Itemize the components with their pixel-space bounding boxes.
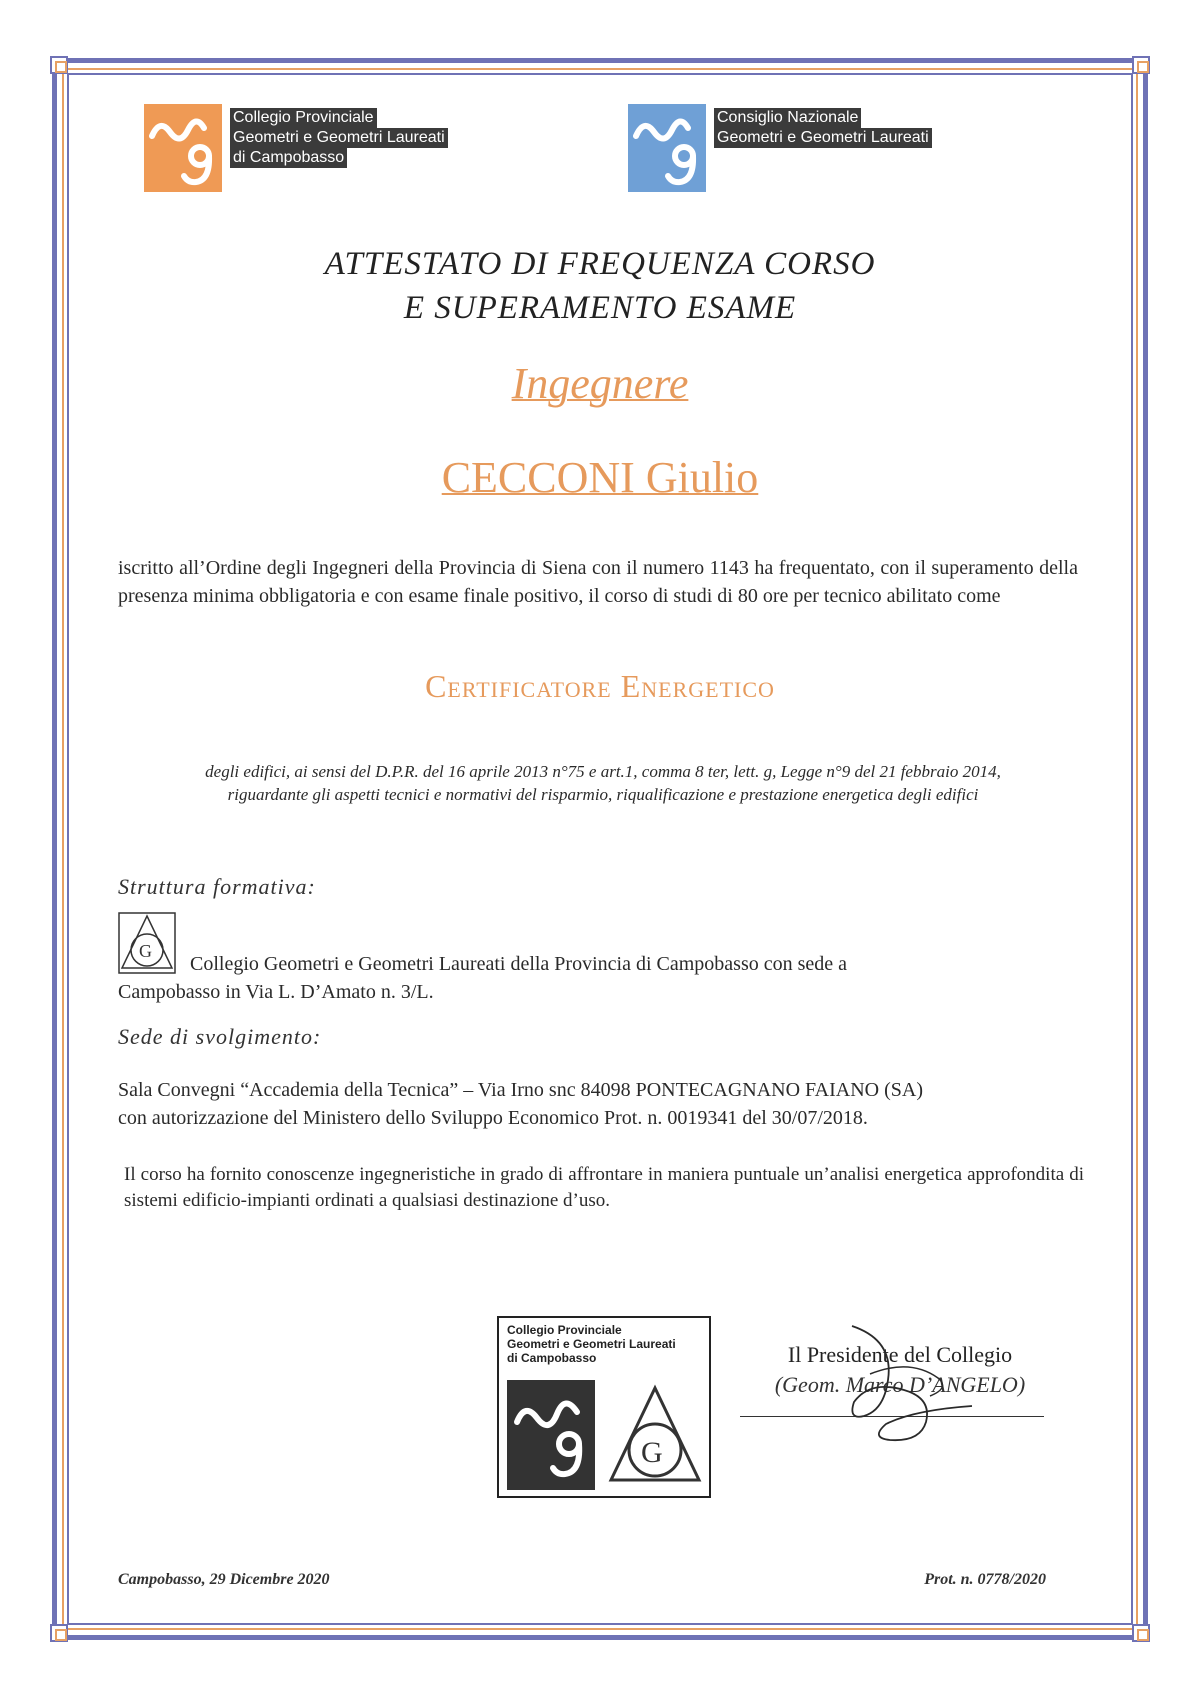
logo-text [230,108,448,168]
struttura-heading: Struttura formativa: [118,874,316,899]
stamp-line: Geometri e Geometri Laureati [507,1337,676,1351]
svg-text:G: G [641,1436,663,1469]
certificate-title-line1: ATTESTATO DI FREQUENZA CORSO [324,246,876,282]
stamp-line: di Campobasso [507,1351,597,1365]
stamp-text [507,1323,676,1365]
place-and-date: Campobasso, 29 Dicembre 2020 [118,1571,330,1588]
stamp-collegio-emblem-icon [607,1384,703,1488]
logo-line: Consiglio Nazionale [714,108,861,128]
cg-logo-icon [144,104,222,192]
logo-line: Geometri e Geometri Laureati [230,128,448,148]
collegio-emblem-icon [118,912,176,974]
logo-text [714,108,932,148]
sede-authorization: con autorizzazione del Ministero dello Sviluppo Economico Prot. n. 0019341 del 30/07/2018. [118,1107,868,1129]
course-description: Il corso ha fornito conoscenze ingegneristiche in grado di affrontare in maniera puntuale un’analisi energetica approfondita di sistemi edificio-impianti ordinati a qualsiasi destinazione d’uso. [124,1164,1084,1211]
law-reference [118,760,1088,806]
official-stamp [497,1316,711,1498]
corner-ornament [50,56,68,74]
corner-ornament [1132,1624,1150,1642]
certificate-title-line2: E SUPERAMENTO ESAME [403,290,797,326]
corner-ornament [1132,56,1150,74]
struttura-text: Collegio Geometri e Geometri Laureati della Provincia di Campobasso con sede a [190,953,848,975]
handwritten-signature [830,1318,980,1450]
cg-logo-icon [628,104,706,192]
logo-line: Geometri e Geometri Laureati [714,128,932,148]
sede-address: Sala Convegni “Accademia della Tecnica” – Via Irno snc 84098 PONTECAGNANO FAIANO (SA) [118,1079,923,1101]
law-line: degli edifici, ai sensi del D.P.R. del 16 aprile 2013 n°75 e art.1, comma 8 ter, lett. g, Legge n°9 del 21 febbraio 2014, [205,762,1001,781]
signatory-name: (Geom. Marco D’ANGELO) [774,1372,1026,1397]
protocol-number: Prot. n. 0778/2020 [924,1571,1046,1588]
struttura-text-continued: Campobasso in Via L. D’Amato n. 3/L. [118,981,434,1003]
sede-heading: Sede di svolgimento: [118,1024,322,1049]
stamp-cg-logo-icon [507,1380,595,1490]
qualification: Certificatore Energetico [425,668,775,704]
corner-ornament [50,1624,68,1642]
logo-line: di Campobasso [230,148,347,168]
recipient-name: CECCONI Giulio [441,453,759,502]
svg-text:G: G [139,941,152,961]
logo-line: Collegio Provinciale [230,108,377,128]
enrollment-text: iscritto all’Ordine degli Ingegneri della Provincia di Siena con il numero 1143 ha frequentato, con il superamento della presenza minima obbligatoria e con esame finale positivo, il corso di studi di 80 ore per tecnico abilitato come [118,557,1078,607]
signatory-title: Il Presidente del Collegio [787,1342,1013,1367]
law-line: riguardante gli aspetti tecnici e normativi del risparmio, riqualificazione e prestazione energetica degli edifici [227,785,979,804]
profession: Ingegnere [511,359,689,408]
stamp-line: Collegio Provinciale [507,1323,622,1337]
